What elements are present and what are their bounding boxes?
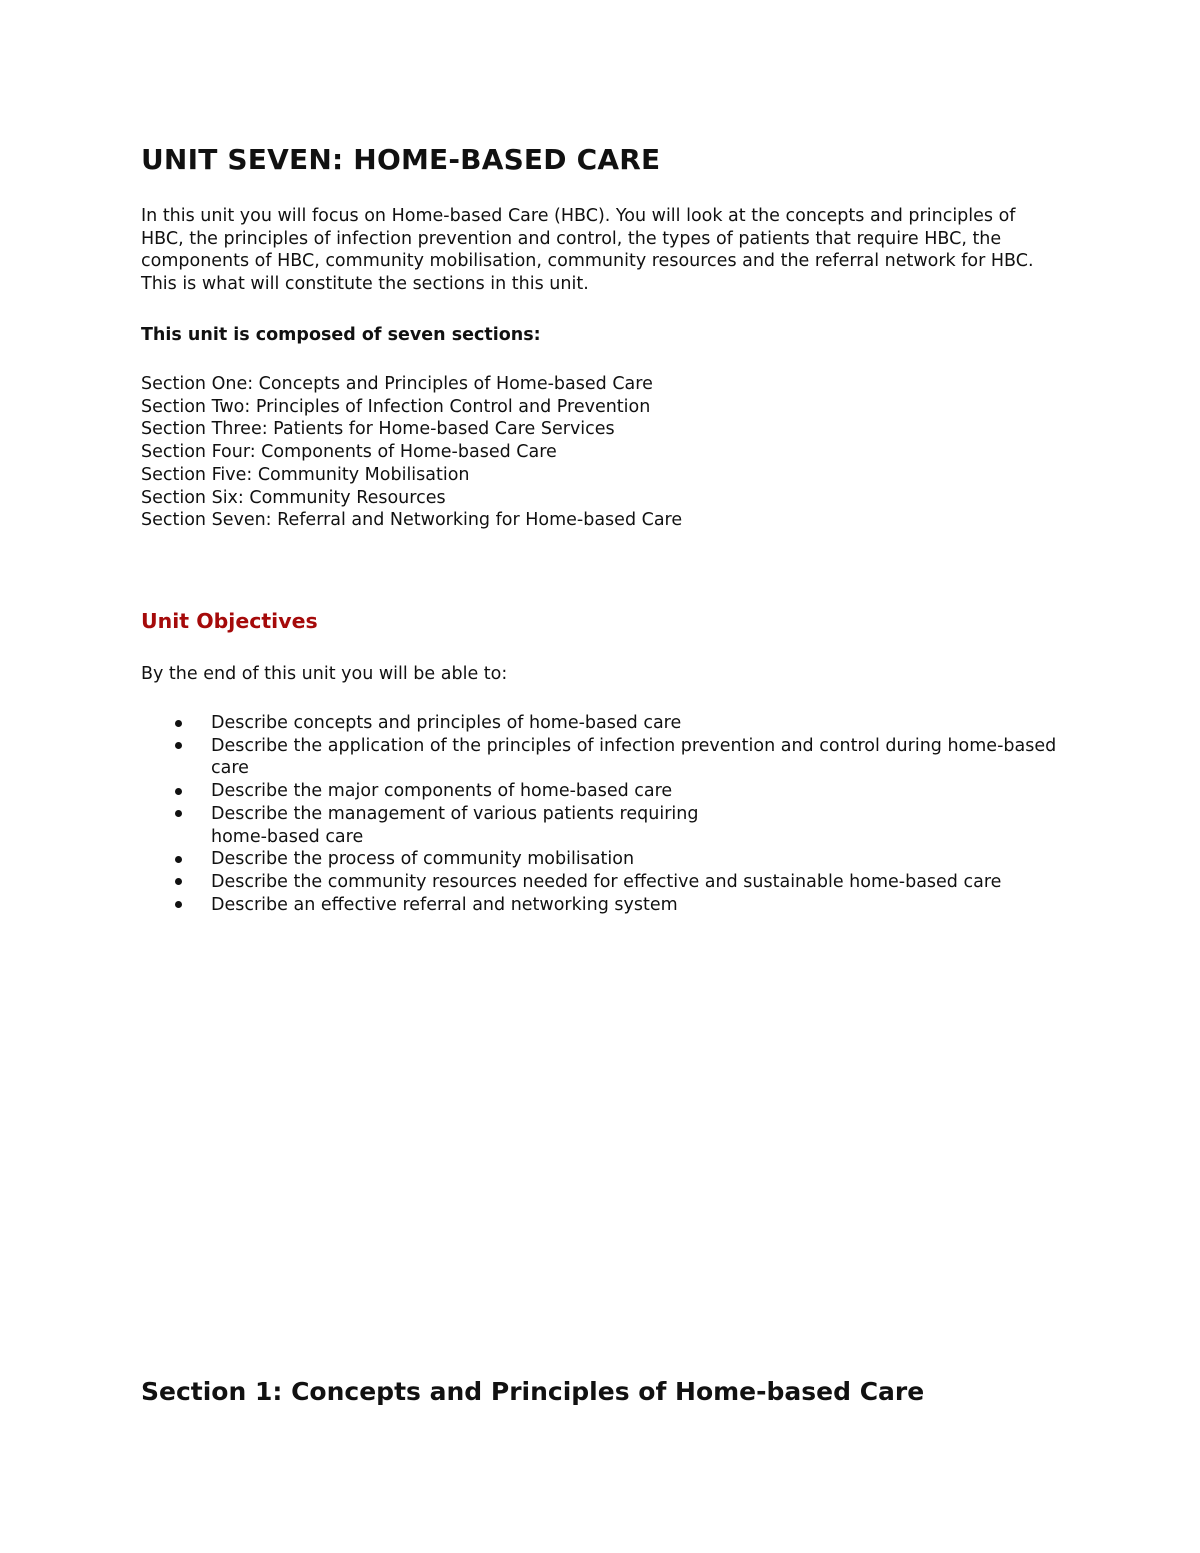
objective-text: Describe concepts and principles of home-based care xyxy=(211,713,682,733)
bullet-icon xyxy=(175,720,182,727)
sections-intro-label: This unit is composed of seven sections: xyxy=(141,325,541,345)
objective-item xyxy=(141,712,1071,735)
intro-line: In this unit you will focus on Home-based Care (HBC). You will look at the concepts and principles of xyxy=(141,206,1016,226)
objective-item xyxy=(141,803,1071,848)
bullet-icon xyxy=(175,856,182,863)
objective-text: Describe the management of various patients requiring xyxy=(211,803,699,824)
section-list-item: Section Five: Community Mobilisation xyxy=(141,464,470,485)
objective-item xyxy=(141,871,1071,894)
bullet-icon xyxy=(175,878,182,885)
objective-item xyxy=(141,780,1071,803)
unit-title: UNIT SEVEN: HOME-BASED CARE xyxy=(141,143,661,176)
section-list-item: Section One: Concepts and Principles of Home-based Care xyxy=(141,374,653,394)
objective-item xyxy=(141,894,1071,917)
bullet-icon xyxy=(175,788,182,795)
intro-line: HBC, the principles of infection prevention and control, the types of patients that require HBC, the xyxy=(141,228,1002,249)
objective-item xyxy=(141,848,1071,871)
objective-text: Describe the major components of home-based care xyxy=(211,781,673,802)
intro-paragraph xyxy=(141,205,1071,296)
objective-item xyxy=(141,735,1071,780)
objective-text: Describe an effective referral and networking system xyxy=(211,894,678,915)
sections-list xyxy=(141,373,682,532)
objectives-intro: By the end of this unit you will be able to: xyxy=(141,664,508,684)
section-1-heading: Section 1: Concepts and Principles of Home-based Care xyxy=(141,1377,925,1406)
objective-text: Describe the application of the principles of infection prevention and control during home-based xyxy=(211,735,1057,756)
bullet-icon xyxy=(175,742,182,749)
section-list-item: Section Seven: Referral and Networking for Home-based Care xyxy=(141,510,683,531)
intro-line: components of HBC, community mobilisation, community resources and the referral network for HBC. xyxy=(141,251,1034,272)
intro-line: This is what will constitute the sections in this unit. xyxy=(141,274,589,295)
unit-objectives-heading: Unit Objectives xyxy=(141,609,318,633)
section-list-item: Section Three: Patients for Home-based Care Services xyxy=(141,419,615,440)
section-list-item: Section Four: Components of Home-based Care xyxy=(141,442,557,463)
section-list-item: Section Two: Principles of Infection Control and Prevention xyxy=(141,396,651,417)
objectives-list xyxy=(141,712,1071,916)
bullet-icon xyxy=(175,810,182,817)
objective-text: Describe the process of community mobilisation xyxy=(211,849,635,870)
objective-text: Describe the community resources needed for effective and sustainable home-based care xyxy=(211,871,1002,892)
bullet-icon xyxy=(175,901,182,908)
section-list-item: Section Six: Community Resources xyxy=(141,487,446,508)
objective-text-continuation: home-based care xyxy=(211,826,364,847)
objective-text-continuation: care xyxy=(211,758,249,779)
